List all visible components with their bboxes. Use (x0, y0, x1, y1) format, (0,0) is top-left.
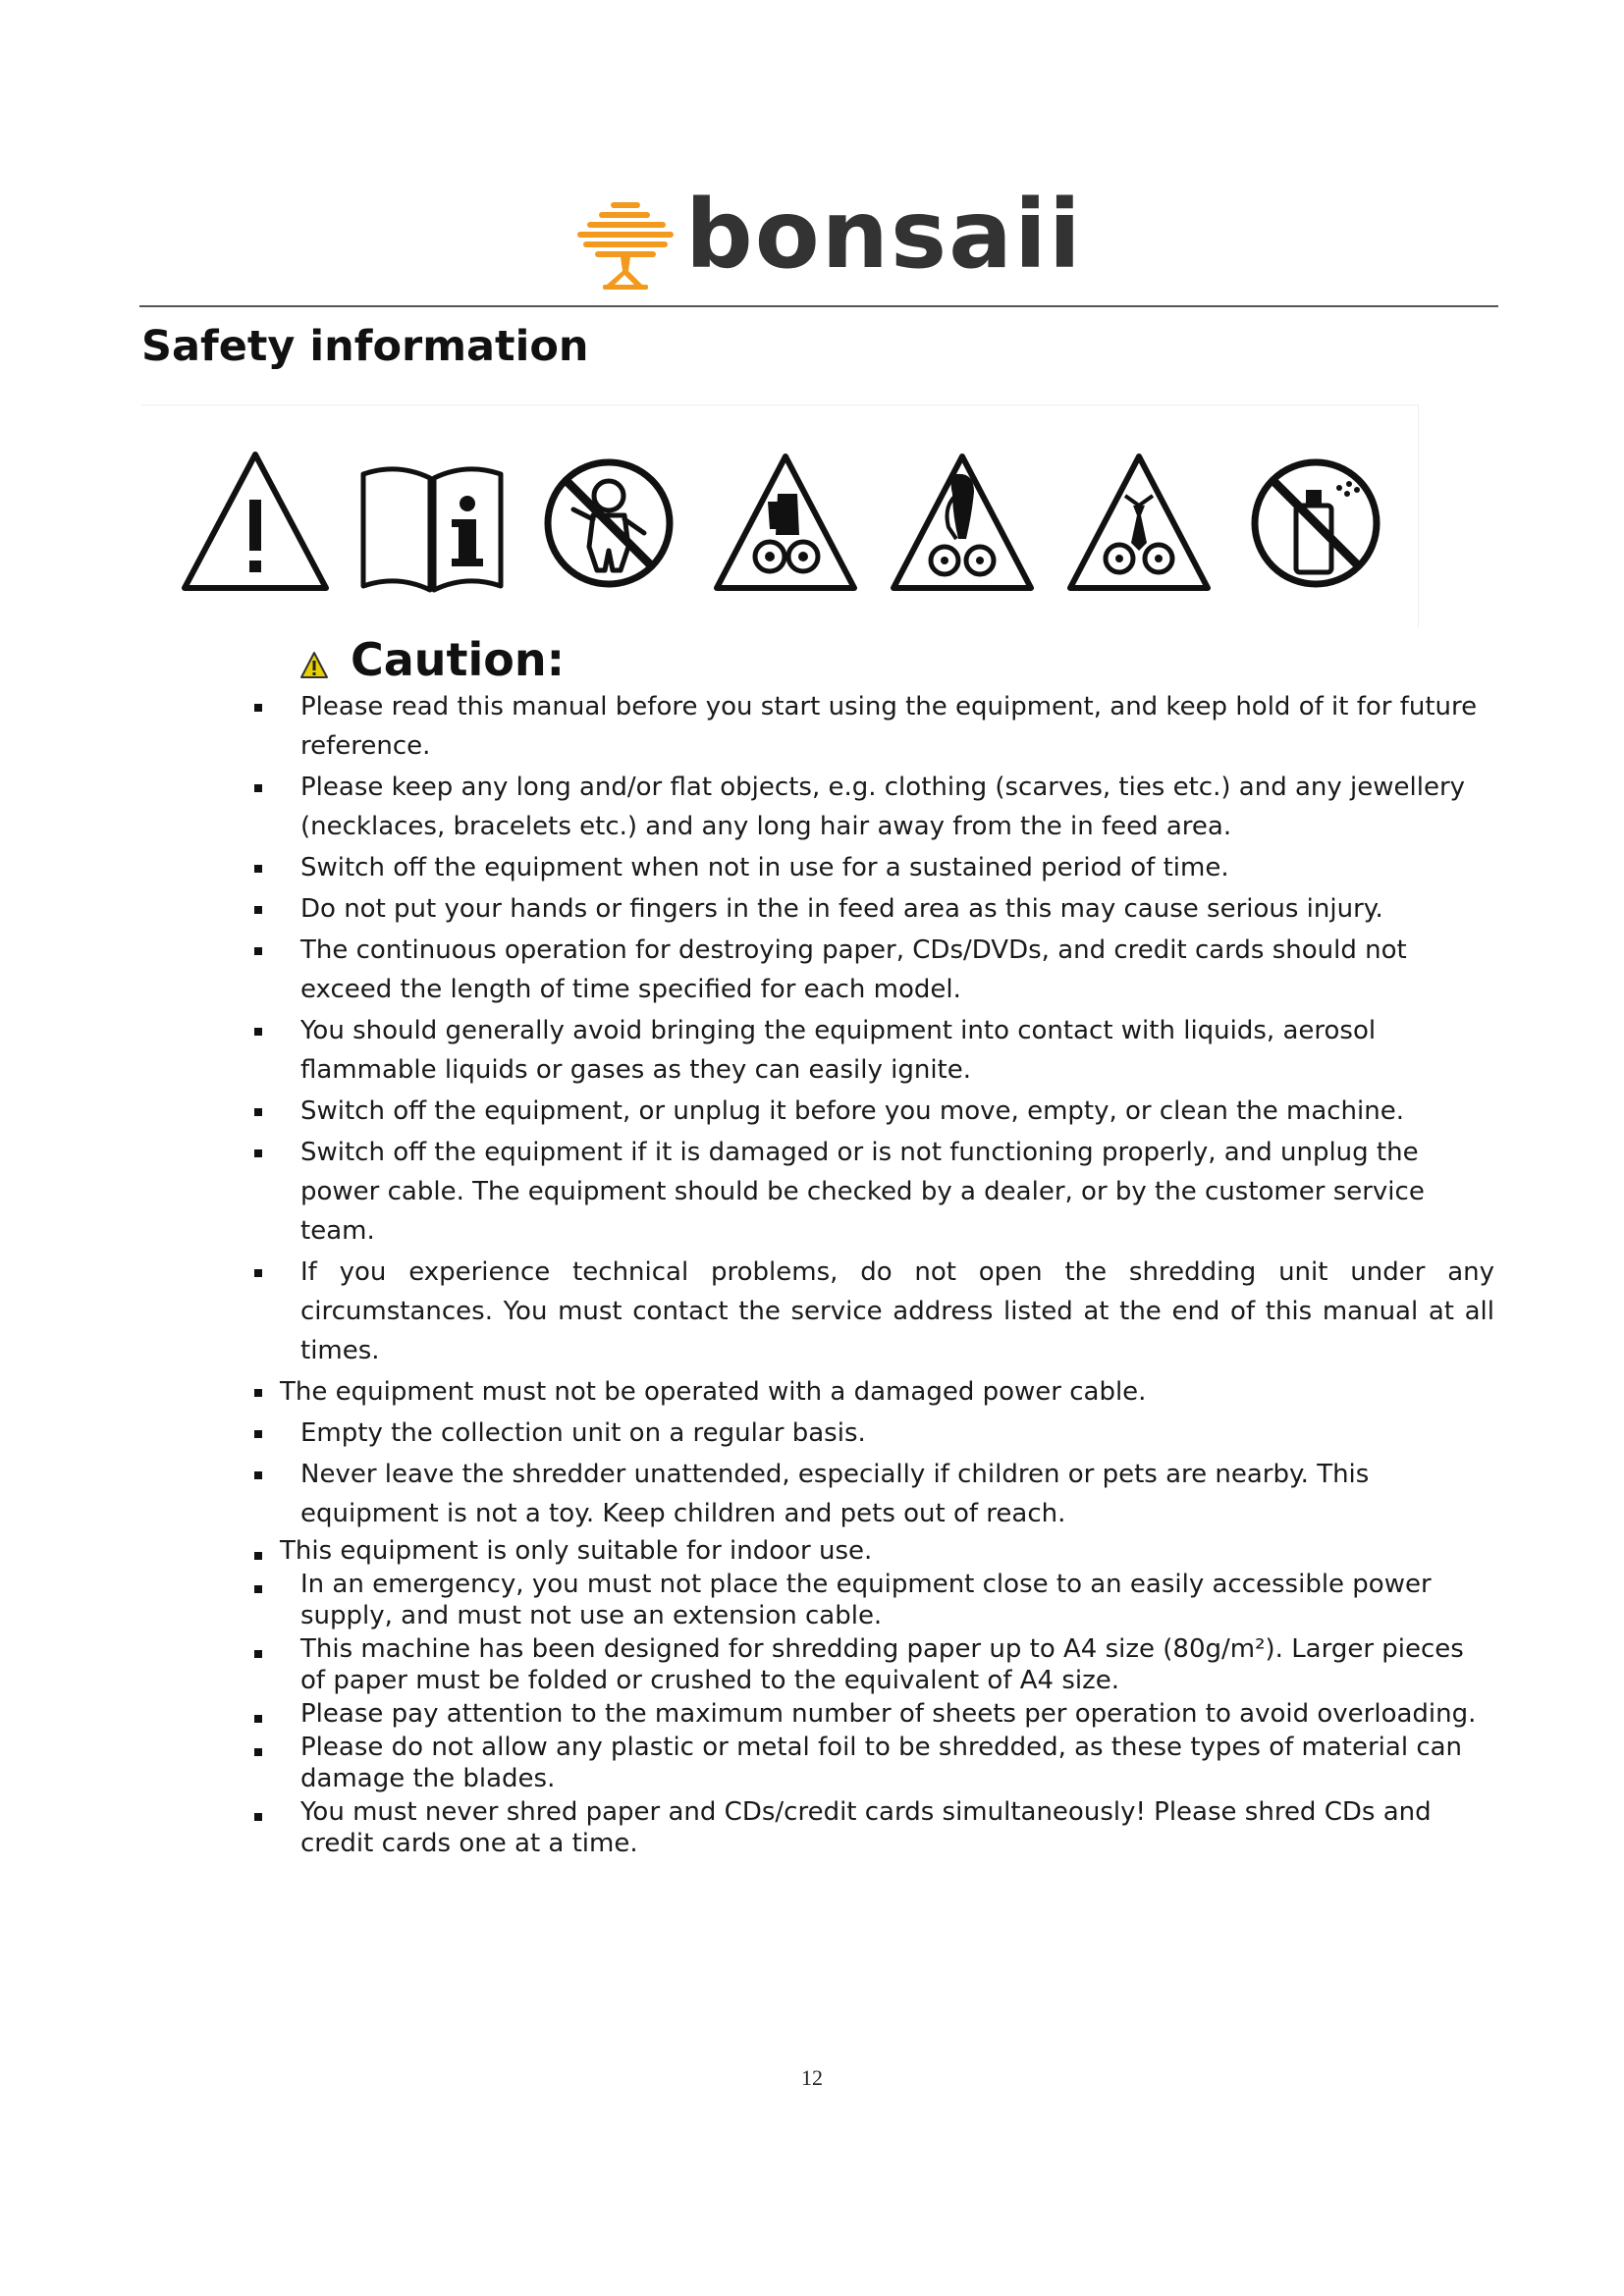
hair-entanglement-icon (884, 445, 1041, 602)
list-item: Switch off the equipment if it is damaged or is not functioning properly, and unplug the power cable. The equipment should be checked by a dealer, or by the customer service team. (245, 1133, 1494, 1251)
safety-instructions-list (245, 687, 1494, 1861)
caution-title: Caution: (351, 633, 566, 686)
list-item: In an emergency, you must not place the equipment close to an easily accessible power supply, and must not use an extension cable. (245, 1569, 1494, 1631)
read-manual-icon (353, 445, 511, 602)
caution-heading (299, 633, 565, 686)
list-item: This equipment is only suitable for indoor use. (245, 1535, 1494, 1567)
list-item: Switch off the equipment when not in use for a sustained period of time. (245, 848, 1494, 887)
list-item: If you experience technical problems, do not open the shredding unit under any circumstances. You must contact the service address listed at the end of this manual at all times. (245, 1253, 1494, 1370)
list-item: Switch off the equipment, or unplug it before you move, empty, or clean the machine. (245, 1092, 1494, 1131)
bonsai-tree-logo-icon (573, 196, 681, 294)
tie-entanglement-icon (1060, 445, 1218, 602)
header-divider (139, 305, 1498, 307)
list-item: The continuous operation for destroying paper, CDs/DVDs, and credit cards should not exceed the length of time specified for each model. (245, 931, 1494, 1009)
list-item: Never leave the shredder unattended, especially if children or pets are nearby. This equipment is not a toy. Keep children and pets out of reach. (245, 1455, 1494, 1533)
warning-triangle-icon (299, 651, 329, 680)
page-number: 12 (801, 2065, 823, 2090)
list-item: Please keep any long and/or flat objects, e.g. clothing (scarves, ties etc.) and any jewellery (necklaces, bracelets etc.) and any long hair away from the in feed area. (245, 768, 1494, 846)
safety-pictogram-strip (141, 404, 1419, 627)
brand-logo (569, 180, 1083, 291)
no-aerosol-icon (1237, 445, 1394, 602)
list-item: Empty the collection unit on a regular basis. (245, 1414, 1494, 1453)
list-item: Please read this manual before you start using the equipment, and keep hold of it for future reference. (245, 687, 1494, 766)
general-warning-icon (177, 445, 334, 602)
list-item: You must never shred paper and CDs/credit cards simultaneously! Please shred CDs and credit cards one at a time. (245, 1796, 1494, 1859)
list-item: Please pay attention to the maximum number of sheets per operation to avoid overloading. (245, 1698, 1494, 1730)
list-item: Please do not allow any plastic or metal foil to be shredded, as these types of material can damage the blades. (245, 1732, 1494, 1794)
list-item: This machine has been designed for shredding paper up to A4 size (80g/m²). Larger pieces of paper must be folded or crushed to the equivalent of A4 size. (245, 1633, 1494, 1696)
list-item: Do not put your hands or fingers in the in feed area as this may cause serious injury. (245, 889, 1494, 929)
no-children-icon (530, 445, 687, 602)
list-item: The equipment must not be operated with a damaged power cable. (245, 1372, 1494, 1412)
hand-entanglement-icon (707, 445, 864, 602)
list-item: You should generally avoid bringing the equipment into contact with liquids, aerosol flammable liquids or gases as they can easily ignite. (245, 1011, 1494, 1090)
page-title: Safety information (141, 322, 589, 371)
logo-wordmark: bonsaii (685, 180, 1083, 290)
